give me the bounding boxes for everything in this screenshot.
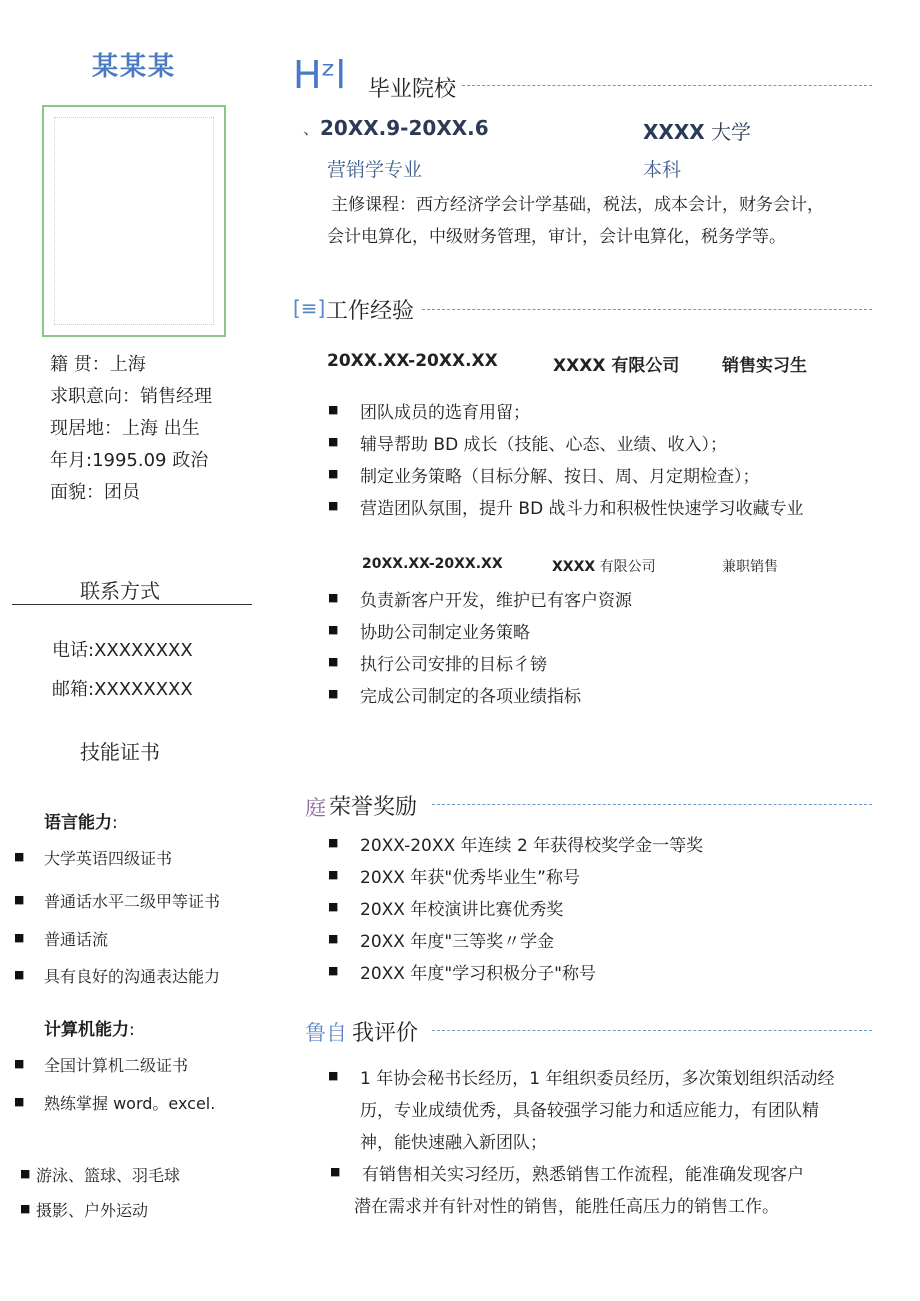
job1-item: ■ 营造团队氛围，提升 BD 战斗力和积极性快速学习收藏专业 (360, 494, 804, 519)
work-section-icon: [≡] (293, 296, 326, 320)
honors-section-icon: 庭 (305, 796, 326, 820)
job2-role: 兼职销售 (722, 559, 778, 575)
honors-title: 荣誉奖励 (329, 795, 418, 820)
job2-company: XXXX 有限公司 (552, 559, 656, 575)
self-eval-divider (432, 1030, 872, 1031)
self-eval-title: 我评价 (352, 1021, 419, 1046)
job2-item: ■ 协助公司制定业务策略 (360, 618, 530, 643)
job1-item: ■ 制定业务策略（目标分解、按日、周、月定期检查）； (360, 462, 760, 487)
honor-item: ■ 20XX 年获"优秀毕业生”称号 (360, 863, 580, 888)
candidate-name: 某某某 (92, 52, 177, 82)
photo-placeholder (42, 105, 226, 337)
info-birth-politics: 年月:1995.09 政治 (50, 450, 209, 471)
computer-skills-heading: 计算机能力: (44, 1020, 135, 1040)
self-eval-p2-line2: 潜在需求并有针对性的销售，能胜任高压力的销售工作。 (354, 1197, 779, 1217)
comp-item: ■ 熟练掌握 word。excel. (44, 1091, 215, 1114)
skills-title: 技能证书 (80, 740, 160, 764)
job1-role: 销售实习生 (722, 356, 807, 376)
hobby-item-clipped: ■ 摄影、户外运动 (20, 1198, 132, 1214)
info-residence: 现居地：上海 出生 (50, 418, 200, 439)
self-eval-p1-line3: 神，能快速融入新团队； (360, 1133, 547, 1153)
courses-line-1: 主修课程：西方经济学会计学基础，税法，成本会计，财务会计， (331, 195, 824, 215)
lang-item: ■ 普通话水平二级甲等证书 (44, 889, 220, 912)
email-text: 邮箱:XXXXXXXX (52, 679, 193, 700)
job2-item: ■ 负责新客户开发，维护已有客户资源 (360, 586, 632, 611)
job2-item: ■ 执行公司安排的目标彳镑 (360, 650, 547, 675)
info-native-place: 籍 贯：上海 (50, 354, 146, 375)
contact-divider (12, 604, 252, 605)
language-skills-heading: 语言能力: (44, 813, 118, 833)
job1-item: ■ 辅导帮助 BD 成长（技能、心态、业绩、收入）； (360, 430, 727, 455)
courses-line-2: 会计电算化，中级财务管理，审计，会计电算化，税务学等。 (327, 227, 786, 247)
job2-item: ■ 完成公司制定的各项业绩指标 (360, 682, 581, 707)
job1-item: ■ 团队成员的选育用留； (360, 398, 530, 423)
education-section-icon: Hᶻl (293, 53, 347, 97)
info-job-intention: 求职意向：销售经理 (50, 386, 212, 407)
education-major: 营销学专业 (327, 159, 423, 181)
hobby-item: ■ 游泳、篮球、羽毛球 (36, 1163, 180, 1186)
work-title: 工作经验 (326, 299, 415, 324)
work-divider (422, 309, 872, 310)
contact-title: 联系方式 (80, 579, 160, 603)
comp-item: ■ 全国计算机二级证书 (44, 1053, 188, 1076)
lang-item: ■ 大学英语四级证书 (44, 846, 172, 869)
job2-date: 20XX.XX-20XX.XX (362, 556, 503, 572)
education-prefix: 、 (303, 119, 320, 138)
self-eval-p2-line1: ■ 有销售相关实习经历，熟悉销售工作流程，能准确发现客户 (362, 1160, 804, 1185)
phone-text: 电话:XXXXXXXX (52, 640, 193, 661)
honor-item: ■ 20XX-20XX 年连续 2 年获得校奖学金一等奖 (360, 831, 703, 856)
honor-item: ■ 20XX 年度"学习积极分子"称号 (360, 959, 596, 984)
job1-company: XXXX 有限公司 (553, 356, 680, 376)
education-title: 毕业院校 (368, 77, 457, 102)
education-school: XXXX 大学 (643, 120, 752, 144)
honor-item: ■ 20XX 年校演讲比赛优秀奖 (360, 895, 563, 920)
self-eval-section-icon: 鲁自 (305, 1021, 347, 1045)
lang-item: ■ 具有良好的沟通表达能力 (44, 964, 220, 987)
honors-divider (432, 804, 872, 805)
job1-date: 20XX.XX-20XX.XX (327, 351, 498, 371)
self-eval-p1-line1: ■ 1 年协会秘书长经历，1 年组织委员经历，多次策划组织活动经 (360, 1064, 834, 1089)
lang-item: ■ 普通话流 (44, 927, 108, 950)
self-eval-p1-line2: 历，专业成绩优秀，具备较强学习能力和适应能力，有团队精 (360, 1101, 819, 1121)
honor-item: ■ 20XX 年度"三等奖〃学金 (360, 927, 554, 952)
education-date: 20XX.9-20XX.6 (320, 116, 489, 140)
education-divider (462, 85, 872, 86)
education-degree: 本科 (643, 159, 682, 181)
info-political-status: 面貌：团员 (50, 482, 140, 503)
